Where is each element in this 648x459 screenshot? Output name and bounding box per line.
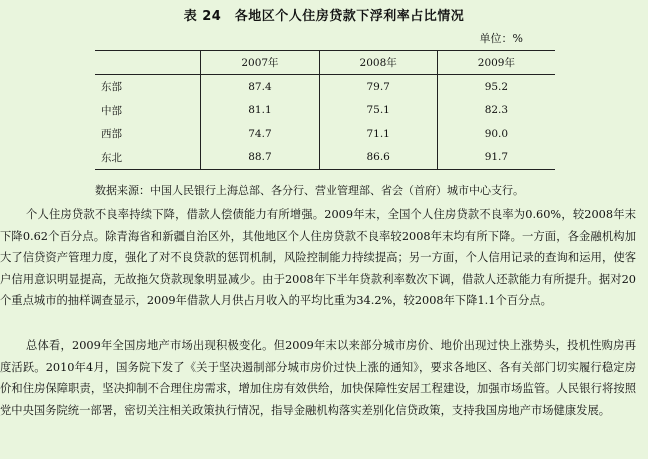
table-row	[95, 122, 555, 146]
value-cell: 82.3	[437, 99, 555, 123]
region-cell: 中部	[101, 104, 122, 117]
data-source-note: 数据来源：中国人民银行上海总部、各分行、营业管理部、省会（首府）城市中心支行。	[95, 184, 524, 197]
region-cell: 东北	[101, 151, 122, 164]
table-header-row	[95, 51, 555, 75]
value-cell: 90.0	[437, 122, 555, 146]
table-row	[95, 146, 555, 170]
table-row	[95, 75, 555, 99]
header-cell-2009: 2009年	[437, 51, 555, 74]
value-cell: 81.1	[200, 99, 318, 123]
data-table	[95, 50, 555, 170]
header-cell-2007: 2007年	[200, 51, 318, 74]
value-cell: 86.6	[319, 146, 437, 170]
body-paragraph: 个人住房贷款不良率持续下降，借款人偿债能力有所增强。2009年末，全国个人住房贷款不良率为0.60%，较2008年末下降0.62个百分点。除青海省和新疆自治区外，其他地区个人住房贷款不良率较2008年末均有所下降。一方面，各金融机构加大了信贷资产管理力度，强化了对不良贷款的惩罚机制，风险控制能力持续提高；另一方面，个人信用记录的查询和运用，使客户信用意识明显提高，无故拖欠贷款现象明显减少。由于2008年下半年贷款利率数次下调，借款人还款能力有所提升。据对20个重点城市的抽样调查显示，2009年借款人月供占月收入的平均比重为34.2%，较2008年下降1.1个百分点。	[0, 208, 636, 308]
value-cell: 71.1	[319, 122, 437, 146]
value-cell: 95.2	[437, 75, 555, 99]
region-cell: 西部	[101, 128, 122, 141]
value-cell: 75.1	[319, 99, 437, 123]
value-cell: 91.7	[437, 146, 555, 170]
value-cell: 74.7	[200, 122, 318, 146]
body-paragraph: 总体看，2009年全国房地产市场出现积极变化。但2009年末以来部分城市房价、地价出现过快上涨势头，投机性购房再度活跃。2010年4月，国务院下发了《关于坚决遏制部分城市房价过快上涨的通知》，要求各地区、各有关部门切实履行稳定房价和住房保障职责，坚决抑制不合理住房需求，增加住房有效供给，加快保障性安居工程建设，加强市场监管。人民银行将按照党中央国务院统一部署，密切关注相关政策执行情况，指导金融机构落实差别化信贷政策，支持我国房地产市场健康发展。	[0, 339, 636, 417]
value-cell: 87.4	[200, 75, 318, 99]
table-row	[95, 99, 555, 123]
unit-label: 单位：%	[479, 32, 523, 45]
region-cell: 东部	[101, 81, 122, 94]
table-title: 表 24 各地区个人住房贷款下浮利率占比情况	[183, 9, 465, 24]
value-cell: 88.7	[200, 146, 318, 170]
header-cell-2008: 2008年	[319, 51, 437, 74]
value-cell: 79.7	[319, 75, 437, 99]
